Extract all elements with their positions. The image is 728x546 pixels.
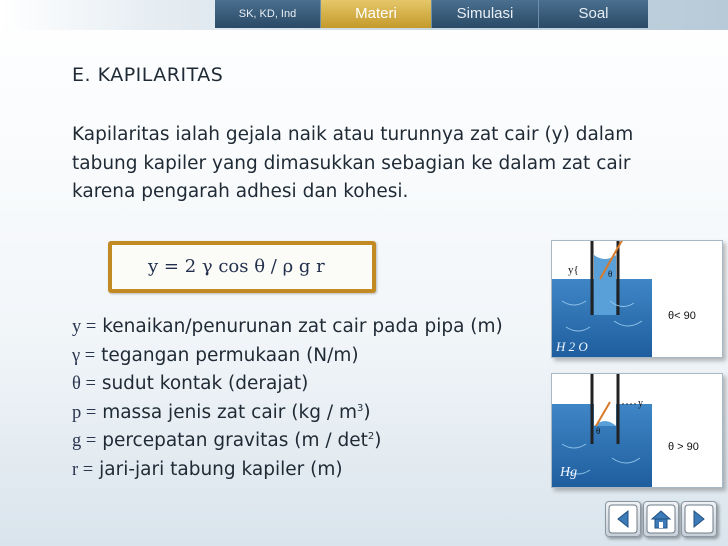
definition-symbol: g = [72,431,97,452]
definition-paragraph: Kapilaritas ialah gejala naik atau turunnya zat cair (y) dalam tabung kapiler yang dimasukkan sebagian ke dalam zat cair karena pengarah adhesi dan kohesi. [72,124,634,202]
tab-soal[interactable]: Soal [539,0,648,28]
definition-text: percepatan gravitas (m / det [102,430,368,452]
figure-angle-label: θ > 90 [668,441,699,453]
superscript: 2 [367,431,375,443]
definition-row [72,427,552,456]
definition-symbol: γ = [72,345,96,366]
arrow-right-icon [682,502,716,536]
tab-materi[interactable]: Materi [321,0,432,28]
definition-row [72,399,552,428]
water-capillary-diagram [552,241,722,357]
figure-liquid-label: Hg [560,465,578,480]
next-button[interactable] [681,501,717,537]
tab-sk-kd-ind[interactable]: SK, KD, Ind [215,0,321,28]
definition-symbol: y = [72,317,97,337]
definition-symbol: r = [72,459,94,480]
home-icon [644,502,678,536]
definition-text-end: ) [374,430,382,452]
definition-text: sudut kontak (derajat) [101,373,309,395]
arrow-left-icon [606,502,640,536]
figure-theta-label: θ [596,426,601,436]
home-button[interactable] [643,501,679,537]
mercury-capillary-diagram [552,374,722,487]
definition-text: jari-jari tabung kapiler (m) [99,458,343,480]
figure-water-capillary [551,240,723,358]
definition-text: tegangan permukaan (N/m) [101,344,359,366]
definition-row [72,313,552,342]
figure-mercury-capillary [551,373,723,488]
definition-row [72,456,552,485]
symbol-definitions [72,313,552,485]
definition-symbol: p = [72,402,97,423]
superscript: 3 [356,402,364,414]
definition-text: kenaikan/penurunan zat cair pada pipa (m) [102,316,503,337]
tab-simulasi[interactable]: Simulasi [432,0,539,28]
nav-tabs [215,0,648,28]
definition-text-end: ) [363,401,371,423]
figure-y-label: y{ [568,264,579,276]
prev-button[interactable] [605,501,641,537]
figure-angle-label: θ< 90 [668,310,696,322]
figure-y-label: y [638,398,643,409]
definition-row [72,370,552,399]
figure-liquid-label: H 2 O [556,339,588,354]
definition-row [72,342,552,371]
section-heading: E. KAPILARITAS [72,64,224,86]
capillarity-formula: y = 2 γ cos θ / ρ g r [148,256,325,277]
definition-symbol: θ = [72,374,96,395]
figure-theta-label: θ [608,269,613,279]
definition-text: massa jenis zat cair (kg / m [102,401,357,423]
